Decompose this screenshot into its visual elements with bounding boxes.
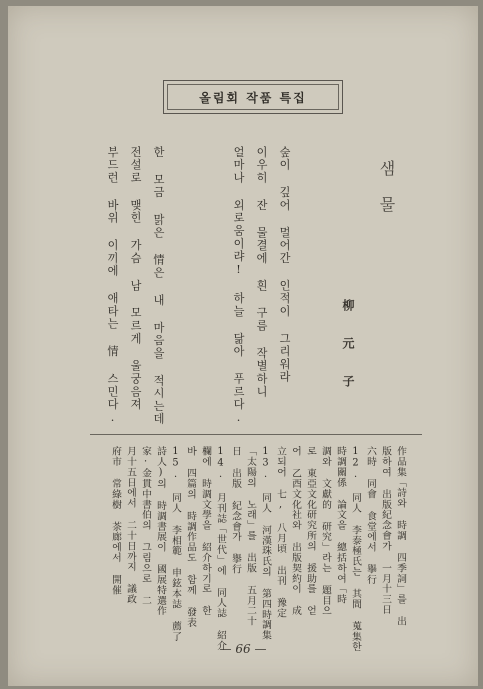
book-page (8, 6, 478, 686)
note-line-19: 月十五日에서 二十日까지 議政 (125, 446, 136, 605)
note-line-11: 「太陽의 노래」를 出版 五月二十 (245, 446, 256, 627)
banner-title: 올림회 작품 특집 (199, 90, 307, 105)
poem-line-1: 숲이 깊어 멀어간 인적이 그리워라 (278, 146, 291, 384)
note-line-1: 作品集「詩와 時調 四季詞」를 出 (395, 446, 406, 627)
poem-line-5: 전설로 맺힌 가슴 남 모르게 울궁음져 (129, 146, 142, 411)
note-line-10: 13. 同人 河漢珠氏의 第四時調集 (260, 446, 271, 641)
note-line-15: 바 四篇의 時調作品도 함께 發表 (185, 446, 196, 628)
note-line-5: 時調關係 論文을 總括하여「時 (335, 446, 346, 605)
note-line-7: 로 東亞文化研究所의 援助를 얻 (305, 446, 316, 616)
note-line-8: 어 乙酉文化社와 出版契約이 成 (290, 446, 301, 616)
poem-line-2: 이우히 잔 물결에 흰 구름 작별하니 (255, 146, 268, 399)
page-number: — 66 — (219, 642, 267, 656)
poem-line-6: 부드런 바위 이끼에 애타는 情 스민다. (106, 146, 119, 426)
poem-line-4: 한 모금 맑은 情은 내 마음을 적시는데 (152, 146, 165, 426)
note-line-3: 六時 同會 食堂에서 擧行 (365, 446, 376, 585)
section-divider (90, 434, 422, 435)
poem-title: 샘물 (377, 160, 396, 232)
note-line-18: 家·金貫中書伯의 그림으로 二 (140, 446, 151, 606)
feature-banner (163, 80, 343, 114)
note-line-2: 版하여 出版紀念會가 一月十三日 (380, 446, 391, 615)
note-line-6: 調와 文獻的 研究」라는 題目으 (320, 446, 331, 616)
note-line-12: 日 出版 紀念會가 擧行 (230, 446, 241, 575)
poem-author: 柳元子 (341, 299, 355, 413)
note-line-17: 詩人)의 時調書展이 國展特選作 (155, 446, 166, 616)
note-line-14: 欄에 時調文學을 紹介하기로 한 (200, 446, 211, 616)
note-line-4: 12. 同人 李泰極氏는 其間 蒐集한 (350, 446, 361, 652)
note-line-20: 府市 常綠樹 茶廊에서 開催 (110, 446, 121, 596)
note-line-9: 立되어 七, 八月頃 出刊 豫定 (275, 446, 286, 619)
note-line-13: 14. 月刊誌「世代」에 同人誌 紹介 (215, 446, 226, 651)
poem-line-3: 얼마나 외로움이랴! 하늘 닮아 푸르다. (232, 146, 245, 426)
note-line-16: 15. 同人 李相範 申鉉本誌 薦了 (170, 446, 181, 642)
